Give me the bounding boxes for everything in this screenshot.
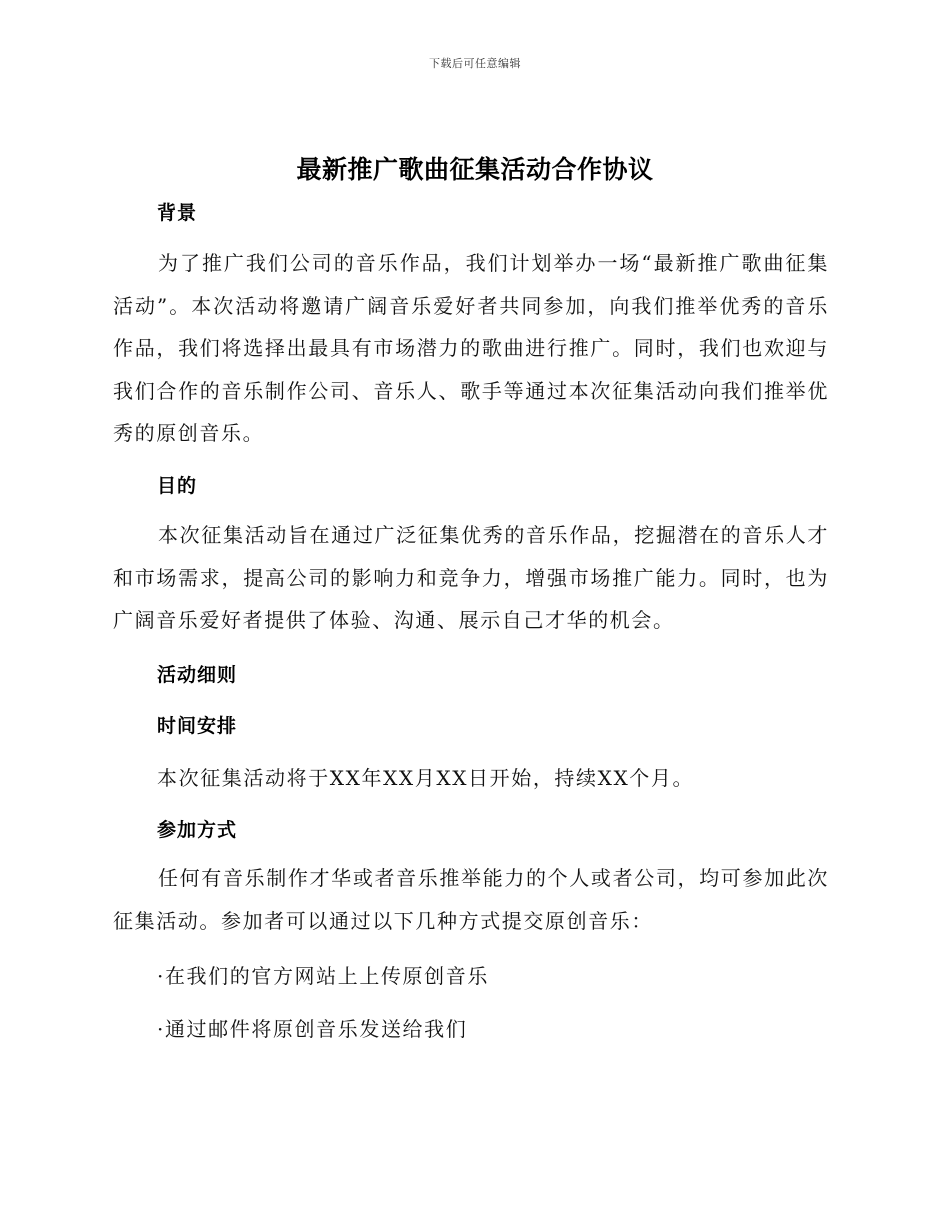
- heading-background: 背景: [157, 202, 198, 224]
- header-note: 下载后可任意编辑: [429, 57, 521, 70]
- paragraph-background: 为了推广我们公司的音乐作品，我们计划举办一场“最新推广歌曲征集活动”。本次活动将邀请广阔音乐爱好者共同参加，向我们推举优秀的音乐作品，我们将选择出最具有市场潜力的歌曲进行推广。同时，我们也欢迎与我们合作的音乐制作公司、音乐人、歌手等通过本次征集活动向我们推举优秀的原创音乐。: [113, 251, 829, 445]
- paragraph-purpose: 本次征集活动旨在通过广泛征集优秀的音乐作品，挖掘潜在的音乐人才和市场需求，提高公司的影响力和竞争力，增强市场推广能力。同时，也为广阔音乐爱好者提供了体验、沟通、展示自己才华的机会。: [113, 523, 829, 632]
- heading-rules: 活动细则: [157, 664, 238, 686]
- paragraph-participation: 任何有音乐制作才华或者音乐推举能力的个人或者公司，均可参加此次征集活动。参加者可以通过以下几种方式提交原创音乐：: [113, 866, 829, 933]
- document-title: 最新推广歌曲征集活动合作协议: [296, 155, 654, 184]
- heading-participation: 参加方式: [157, 819, 238, 841]
- paragraph-schedule: 本次征集活动将于XX年XX月XX日开始，持续XX个月。: [157, 766, 695, 790]
- bullet-item-website: ·在我们的官方网站上上传原创音乐: [157, 964, 489, 988]
- heading-purpose: 目的: [157, 475, 198, 497]
- bullet-item-email: ·通过邮件将原创音乐发送给我们: [157, 1017, 468, 1041]
- heading-schedule: 时间安排: [157, 715, 238, 737]
